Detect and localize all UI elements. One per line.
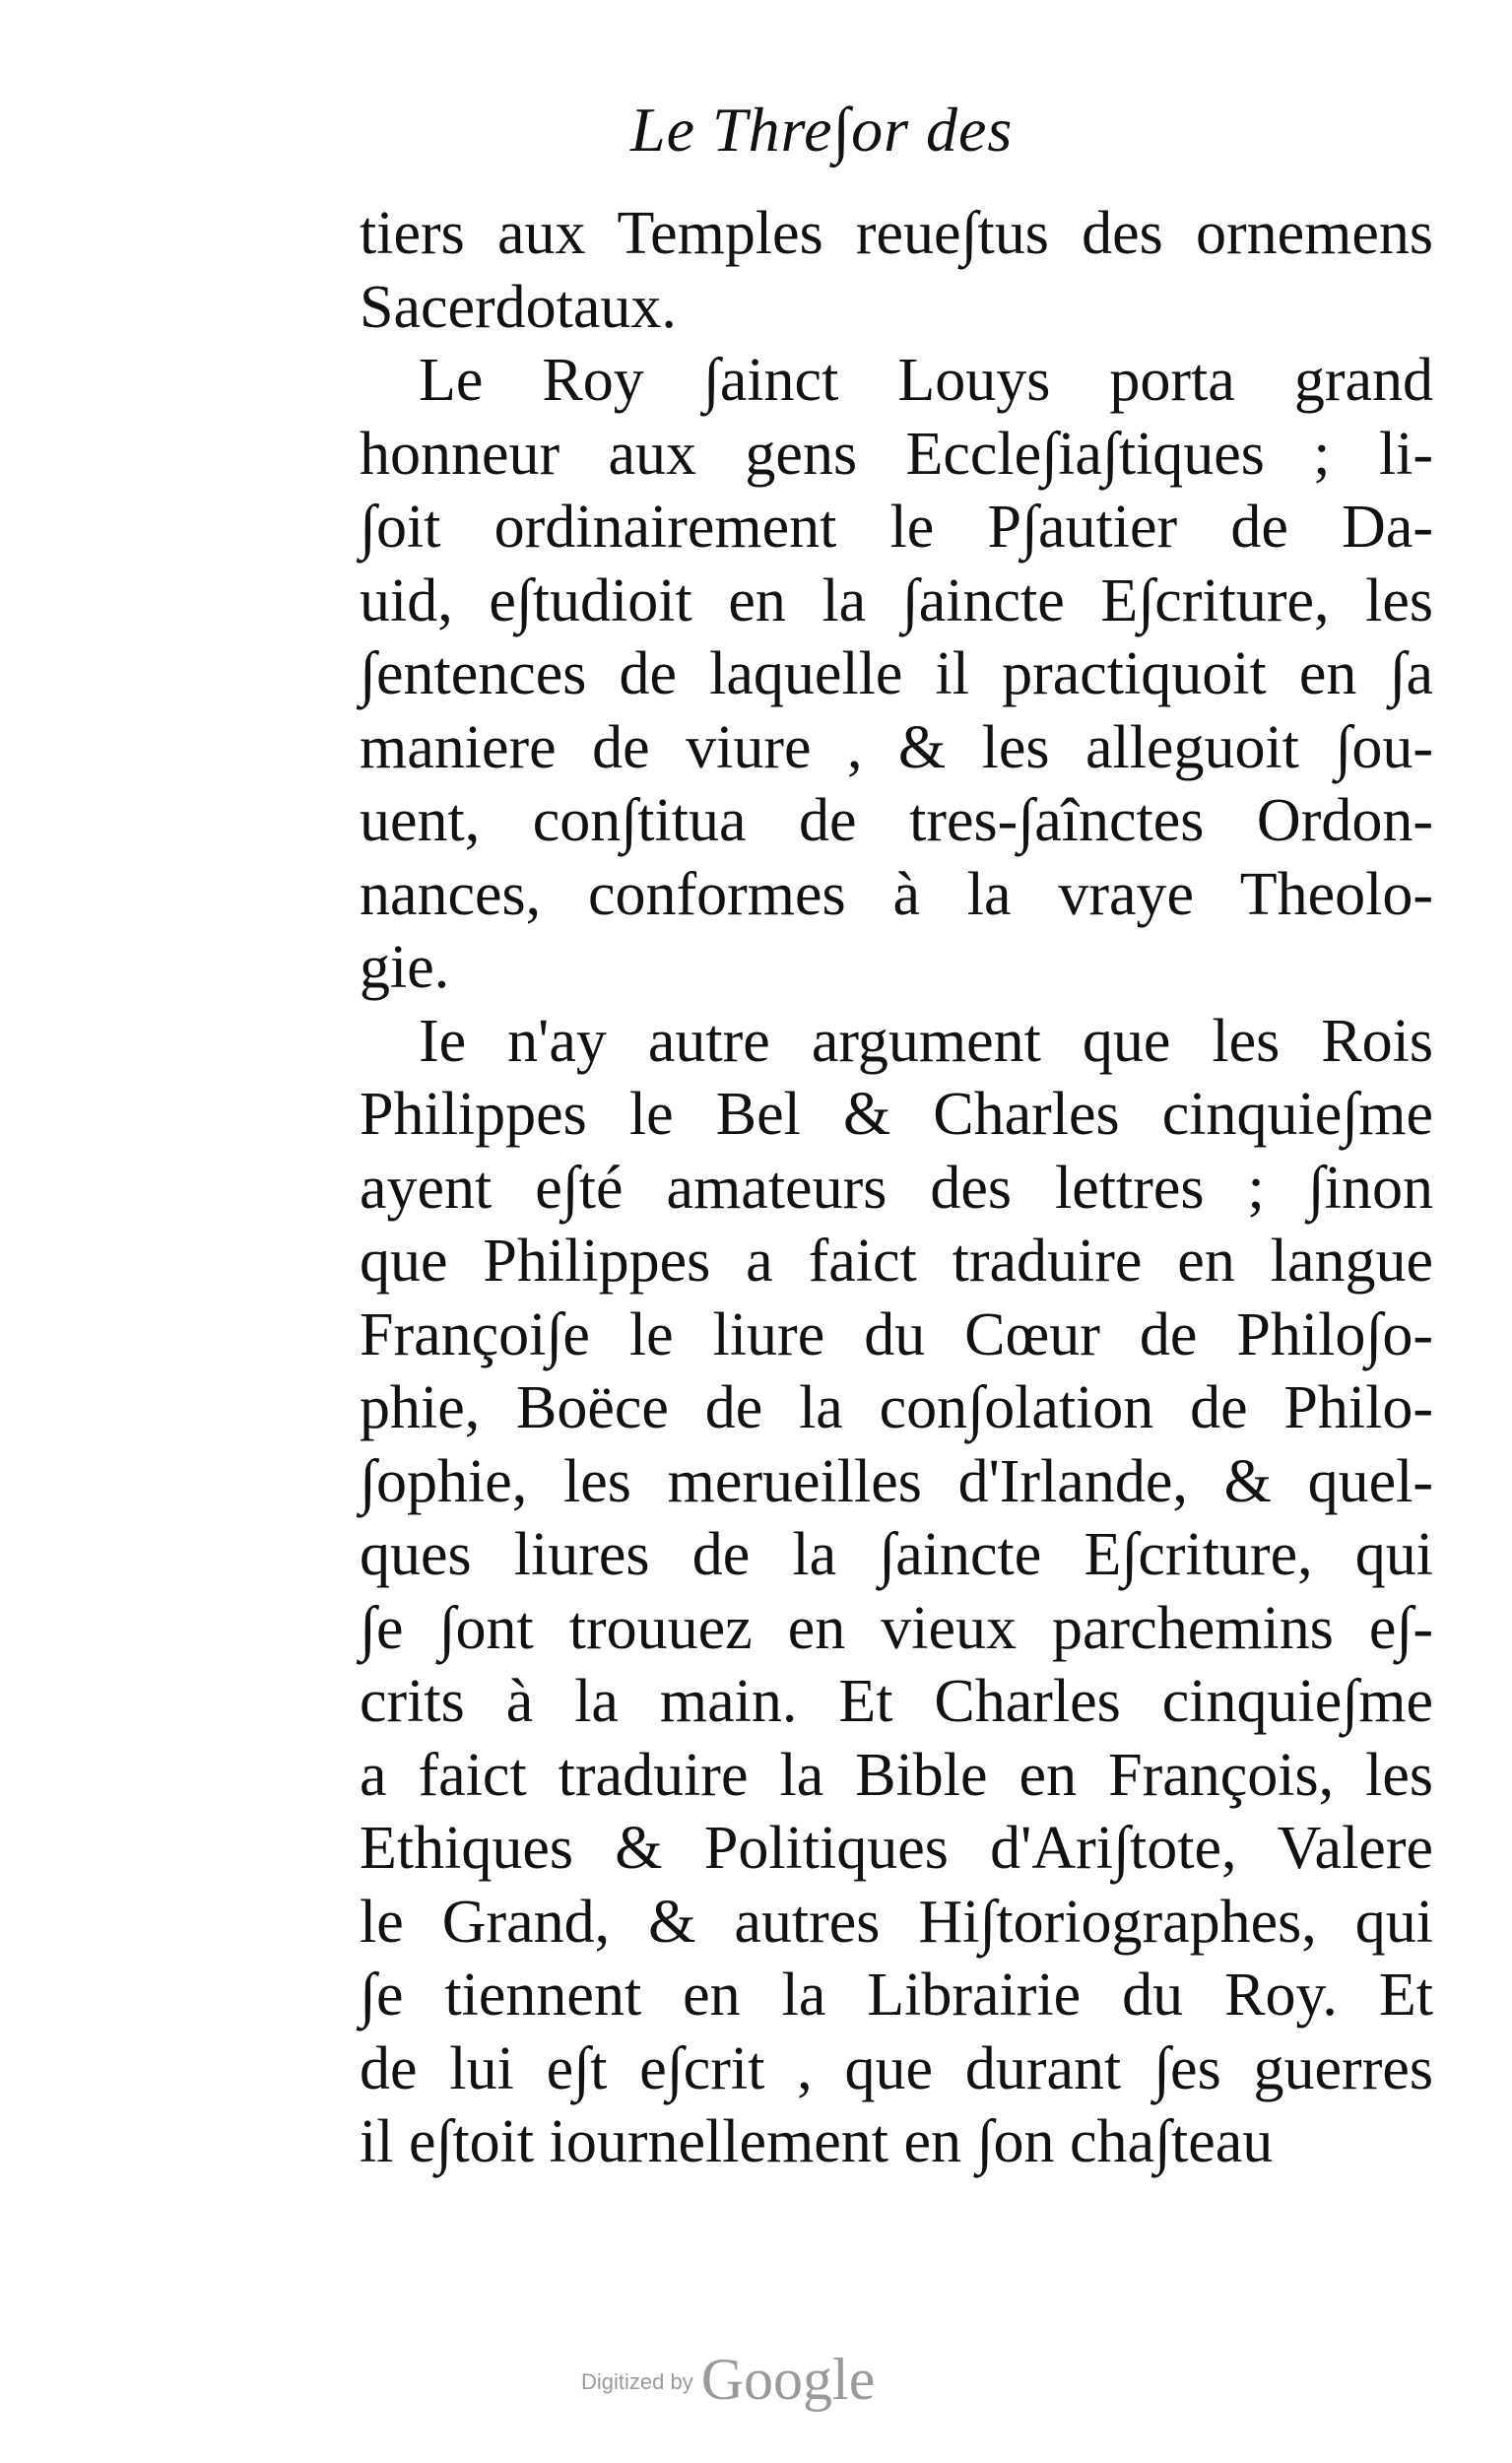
text-line: ∫ophie, les merueilles d'Irlande, & quel- [360, 1447, 1433, 1515]
digitized-label: Digitized by [581, 2369, 693, 2394]
text-line: de lui e∫t e∫crit , que durant ∫es guerres [360, 2034, 1433, 2102]
text-line: ∫e ∫ont trouuez en vieux parchemins e∫- [360, 1594, 1433, 1662]
text-line: Françoi∫e le liure du Cœur de Philo∫o- [360, 1300, 1433, 1368]
digitized-watermark [581, 2330, 936, 2412]
text-line: Philippes le Bel & Charles cinquie∫me [360, 1081, 1433, 1148]
text-line: phie, Boëce de la con∫olation de Philo- [360, 1374, 1433, 1441]
text-line: tiers aux Temples reue∫tus des ornemens [360, 200, 1433, 267]
text-line: ∫oit ordinairement le P∫autier de Da- [360, 494, 1433, 561]
text-line: le Grand, & autres Hi∫toriographes, qui [360, 1888, 1433, 1956]
text-line: que Philippes a faict traduire en langue [360, 1228, 1433, 1295]
text-line: Le Roy ∫ainct Louys porta grand [419, 347, 1433, 414]
text-line: ∫e tiennent en la Librairie du Roy. Et [360, 1962, 1433, 2029]
text-line: maniere de viure , & les alleguoit ∫ou- [360, 713, 1433, 781]
google-logo: Google [700, 2347, 876, 2412]
text-line: nances, conformes à la vraye Theolo- [360, 860, 1433, 928]
text-line: Ie n'ay autre argument que les Rois [419, 1007, 1433, 1075]
text-line: uid, e∫tudioit en la ∫aincte E∫criture, les [360, 566, 1433, 634]
body-text [360, 197, 1433, 2179]
text-line: ayent e∫té amateurs des lettres ; ∫inon [360, 1154, 1433, 1222]
text-line: il e∫toit iournellement en ∫on cha∫teau [360, 2108, 1274, 2175]
text-line: ∫entences de laquelle il practiquoit en ∫a [360, 640, 1433, 707]
text-line: crits à la main. Et Charles cinquie∫me [360, 1668, 1433, 1735]
running-title: Le Thre∫or des [630, 95, 1014, 165]
text-line: honneur aux gens Eccle∫ia∫tiques ; li- [360, 420, 1433, 488]
text-line: Sacerdotaux. [360, 273, 677, 341]
text-line: uent, con∫titua de tres-∫aînctes Ordon- [360, 787, 1433, 854]
text-line: a faict traduire la Bible en François, les [360, 1741, 1433, 1809]
text-line: Ethiques & Politiques d'Ari∫tote, Valere [360, 1815, 1433, 1882]
text-line: ques liures de la ∫aincte E∫criture, qui [360, 1521, 1433, 1588]
text-line: gie. [360, 934, 450, 1001]
